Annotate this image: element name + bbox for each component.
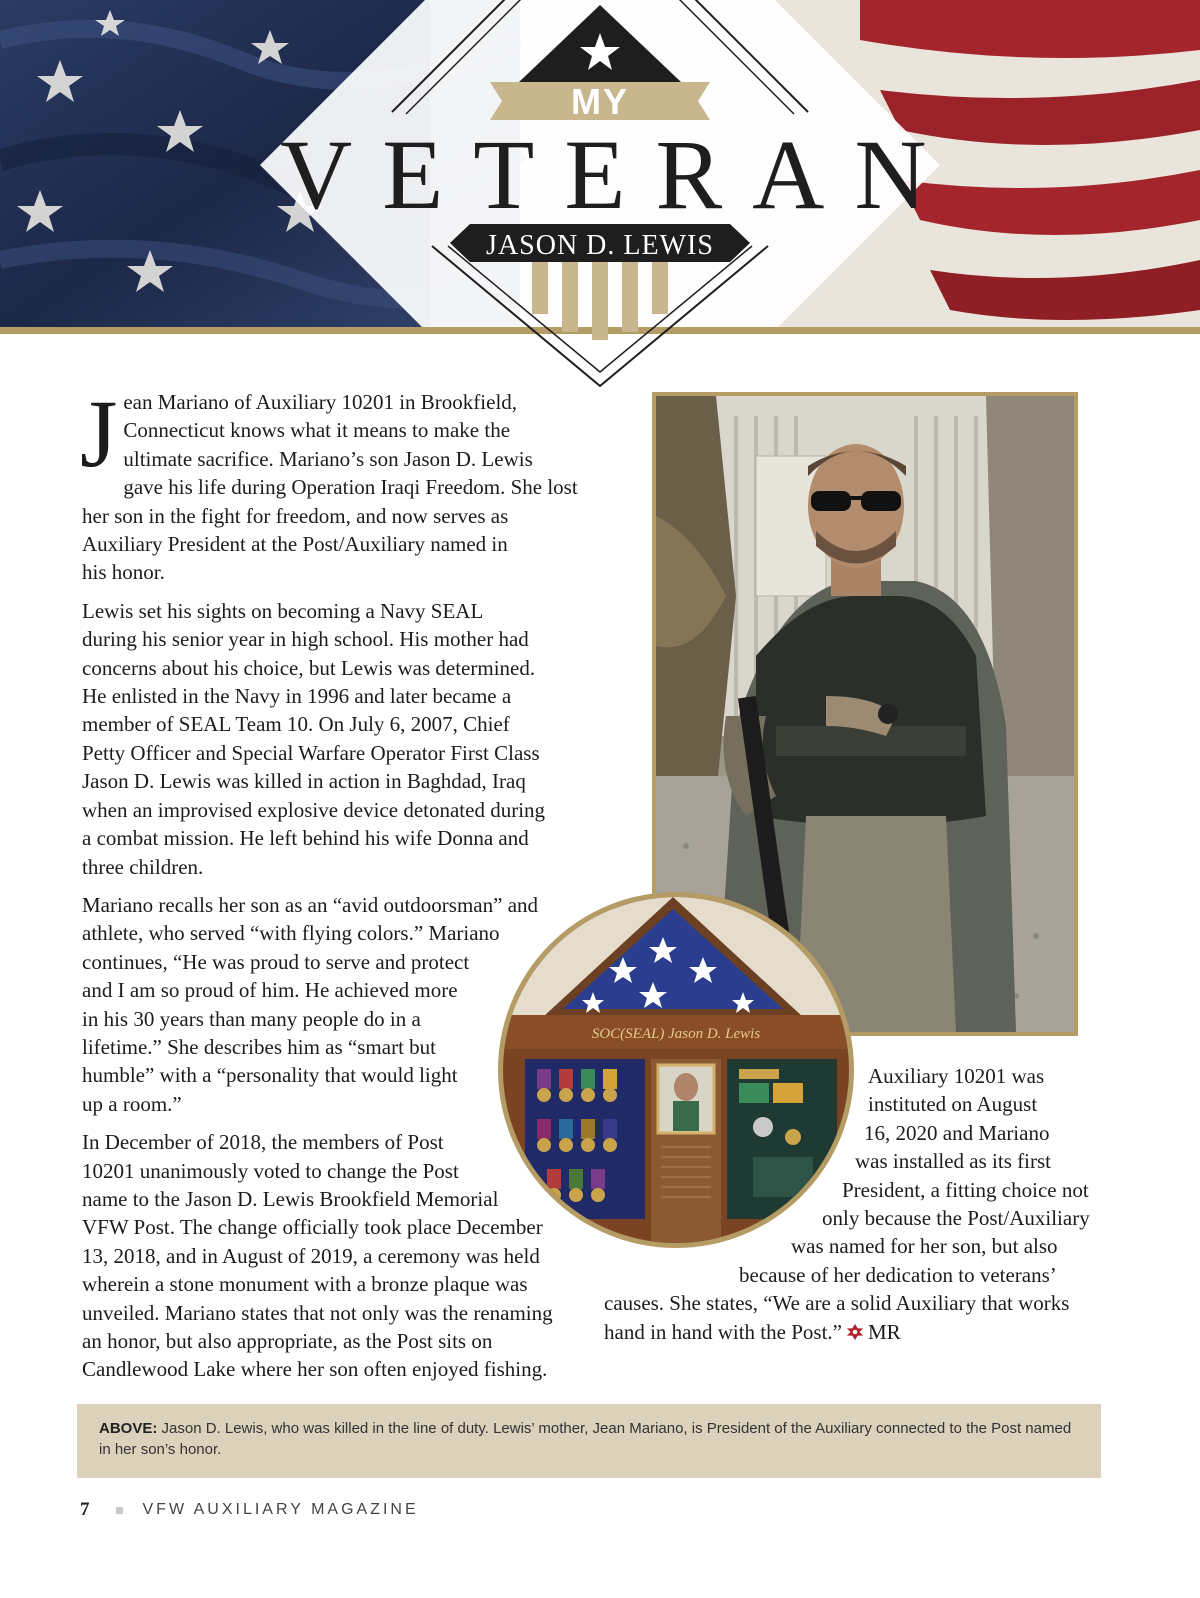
text-line: Auxiliary 10201 was	[868, 1064, 1045, 1088]
text-line: his honor.	[82, 560, 165, 585]
closing-line	[600, 1318, 1100, 1346]
text-line: ultimate sacrifice. Mariano’s son Jason D. Lewis	[123, 446, 533, 471]
text-line: 13, 2018, and in August of 2019, a ceremony was held	[82, 1243, 540, 1268]
text-line: Mariano recalls her son as an “avid outdoorsman” and	[82, 892, 539, 917]
text-line: and I am so proud of him. He achieved more	[82, 978, 458, 1003]
text-line: lifetime.” She describes him as “smart but	[82, 1034, 436, 1059]
text-line: wherein a stone monument with a bronze plaque was	[82, 1272, 528, 1297]
text-line: athlete, who served “with flying colors.” Mariano	[82, 921, 500, 946]
paragraph-2	[82, 597, 582, 881]
text-line: up a room.”	[82, 1091, 182, 1116]
caption-text: Jason D. Lewis, who was killed in the line of duty. Lewis’ mother, Jean Mariano, is President of the Auxiliary connected to the Post named in her son’s honor.	[99, 1420, 1072, 1458]
text-line: gave his life during Operation Iraqi Freedom. She lost	[123, 475, 578, 500]
text-line: a combat mission. He left behind his wife Donna and	[82, 826, 529, 851]
masthead-banner	[0, 0, 1200, 400]
article-body-left	[80, 380, 582, 1394]
text-line: ean Mariano of Auxiliary 10201 in Brookfield,	[123, 390, 518, 414]
text-line: He enlisted in the Navy in 1996 and later became a	[82, 684, 512, 709]
text-line: three children.	[82, 854, 204, 879]
text-line: Connecticut knows what it means to make the	[123, 418, 511, 443]
text-line: an honor, but also appropriate, as the Post sits on	[82, 1329, 493, 1353]
caption-label: ABOVE:	[99, 1420, 158, 1437]
author-initials: MR	[867, 1319, 901, 1344]
text-line: Candlewood Lake where her son often enjoyed fishing.	[82, 1357, 548, 1382]
vfw-cross-icon	[846, 1323, 864, 1341]
text-line: In December of 2018, the members of Post	[82, 1130, 444, 1155]
text-line: because of her dedication to veterans’	[739, 1262, 1057, 1287]
text-line: Lewis set his sights on becoming a Navy SEAL	[82, 598, 484, 623]
drop-cap: J	[80, 380, 118, 487]
footer-separator	[116, 1507, 123, 1514]
subject-name-banner: JASON D. LEWIS	[486, 230, 714, 261]
text-line: instituted on August	[868, 1092, 1038, 1117]
text-line: President, a fitting choice not	[842, 1177, 1089, 1202]
text-line: VFW Post. The change officially took place December	[82, 1215, 543, 1240]
page-title: VETERAN	[280, 119, 957, 230]
text-line: was named for her son, but also	[791, 1234, 1058, 1259]
text-line: was installed as its first	[855, 1149, 1051, 1174]
text-line: hand in hand with the Post.”	[604, 1319, 842, 1344]
paragraph-4	[82, 1128, 582, 1384]
text-line: continues, “He was proud to serve and protect	[82, 949, 470, 974]
text-line: humble” with a “personality that would light	[82, 1063, 458, 1088]
text-line: causes. She states, “We are a solid Auxiliary that works	[604, 1291, 1070, 1316]
text-line: during his senior year in high school. His mother had	[82, 627, 529, 652]
paragraph-1	[80, 380, 582, 587]
publication-name: VFW AUXILIARY MAGAZINE	[142, 1501, 419, 1518]
text-line: her son in the fight for freedom, and now serves as	[82, 503, 509, 528]
article-body-right	[600, 1062, 1100, 1346]
text-line: Jason D. Lewis was killed in action in Baghdad, Iraq	[82, 769, 526, 794]
text-line: only because the Post/Auxiliary	[822, 1206, 1090, 1231]
text-line: member of SEAL Team 10. On July 6, 2007, Chief	[82, 712, 510, 737]
text-line: concerns about his choice, but Lewis was determined.	[82, 655, 536, 680]
text-line: name to the Jason D. Lewis Brookfield Memorial	[82, 1186, 499, 1211]
text-line: in his 30 years than many people do in a	[82, 1006, 421, 1031]
kicker-label: MY	[571, 81, 629, 122]
text-line: 10201 unanimously voted to change the Post	[82, 1158, 459, 1183]
text-line: when an improvised explosive device detonated during	[82, 797, 546, 822]
page-footer	[80, 1498, 419, 1522]
text-line: 16, 2020 and Mariano	[864, 1120, 1050, 1145]
text-line: Petty Officer and Special Warfare Operator First Class	[82, 740, 540, 765]
photo-caption	[77, 1404, 1101, 1478]
page-number: 7	[80, 1499, 90, 1520]
text-line: unveiled. Mariano states that not only was the renaming	[82, 1300, 553, 1325]
text-line: Auxiliary President at the Post/Auxiliary named in	[82, 532, 508, 557]
plaque-inscription: SOC(SEAL) Jason D. Lewis	[591, 1026, 761, 1042]
